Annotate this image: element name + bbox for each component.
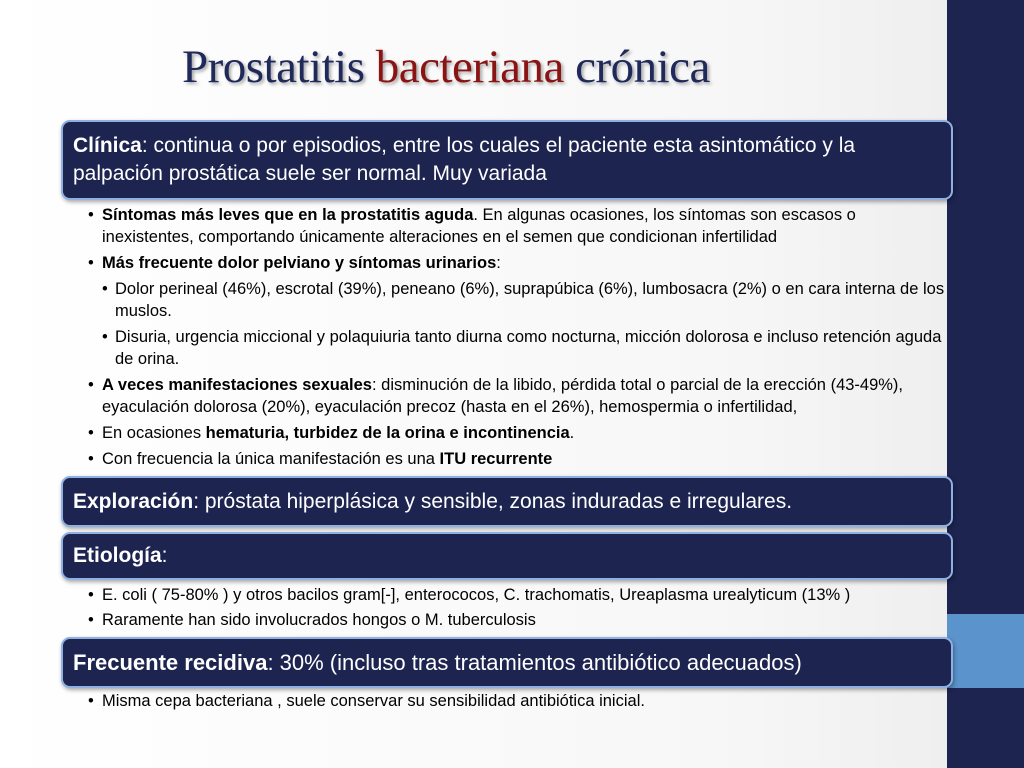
etiologia-bullet: • Raramente han sido involucrados hongos o M. tuberculosis bbox=[78, 609, 948, 631]
clinica-label: Clínica bbox=[73, 134, 142, 157]
title-part-3: crónica bbox=[575, 41, 710, 93]
bullet-hematuria-bold: hematuria, turbidez de la orina e incontinencia bbox=[205, 424, 570, 442]
clinica-bullet-list bbox=[78, 204, 948, 474]
bullet-sintomas-text: . En algunas ocasiones, los síntomas son escasos o inexistentes, comportando únicamente alteraciones en el semen que condicionan infertilidad bbox=[102, 206, 856, 246]
etiologia-bullet-list bbox=[78, 584, 948, 634]
etiologia-label: Etiología bbox=[73, 544, 162, 567]
bullet-hematuria-post: . bbox=[569, 424, 575, 442]
clinica-description: : continua o por episodios, entre los cuales el paciente esta asintomático y la palpación prostática suele ser normal. Muy variada bbox=[73, 134, 856, 185]
clinica-text bbox=[73, 132, 941, 188]
bullet-dolor-bold: Más frecuente dolor pelviano y síntomas urinarios bbox=[102, 254, 497, 272]
etiologia-text bbox=[73, 542, 168, 570]
recidiva-box bbox=[61, 637, 953, 688]
bullet-sexuales bbox=[78, 374, 948, 418]
recidiva-description: : 30% (incluso tras tratamientos antibiótico adecuados) bbox=[267, 649, 802, 675]
bullet-hematuria bbox=[78, 422, 948, 444]
title-part-1: Prostatitis bbox=[182, 41, 365, 93]
bullet-sintomas-bold: Síntomas más leves que en la prostatitis aguda bbox=[102, 206, 474, 224]
exploracion-description: : próstata hiperplásica y sensible, zonas induradas e irregulares. bbox=[193, 489, 793, 513]
bullet-sintomas bbox=[78, 204, 948, 248]
bullet-dolor bbox=[78, 252, 948, 274]
clinica-box bbox=[61, 120, 953, 200]
title-part-2: bacteriana bbox=[375, 41, 564, 93]
recidiva-bullet-list bbox=[78, 690, 948, 712]
etiologia-description: : bbox=[161, 544, 168, 567]
bullet-dolor-sub-2: • Disuria, urgencia miccional y polaquiuria tanto diurna como nocturna, micción dolorosa e incluso retención aguda de orina. bbox=[78, 326, 948, 370]
bullet-sexuales-text: : disminución de la libido, pérdida total o parcial de la erección (43-49%), eyaculación dolorosa (20%), eyaculación precoz (hasta en el 26%), hemospermia o infertilidad, bbox=[102, 376, 904, 416]
side-accent-block bbox=[947, 614, 1024, 688]
recidiva-text bbox=[73, 649, 802, 677]
page-title bbox=[182, 40, 710, 94]
bullet-dolor-sub-1: • Dolor perineal (46%), escrotal (39%), peneano (6%), suprapúbica (6%), lumbosacra (2%) o en cara interna de los muslos. bbox=[78, 278, 948, 322]
bullet-itu-bold: ITU recurrente bbox=[439, 450, 553, 468]
bullet-itu-pre: Con frecuencia la única manifestación es una bbox=[102, 450, 440, 468]
exploracion-box bbox=[61, 476, 953, 527]
bullet-dolor-text: : bbox=[496, 254, 501, 272]
bullet-sexuales-bold: A veces manifestaciones sexuales bbox=[102, 376, 372, 394]
bullet-hematuria-pre: En ocasiones bbox=[102, 424, 206, 442]
bullet-itu bbox=[78, 448, 948, 470]
etiologia-bullet: • E. coli ( 75-80% ) y otros bacilos gram[-], enterococos, C. trachomatis, Ureaplasma urealyticum (13% ) bbox=[78, 584, 948, 606]
exploracion-label: Exploración bbox=[73, 489, 194, 513]
exploracion-text bbox=[73, 488, 792, 516]
recidiva-bullet: • Misma cepa bacteriana , suele conservar su sensibilidad antibiótica inicial. bbox=[78, 690, 948, 712]
recidiva-label: Frecuente recidiva bbox=[73, 649, 268, 675]
etiologia-box bbox=[61, 532, 953, 580]
